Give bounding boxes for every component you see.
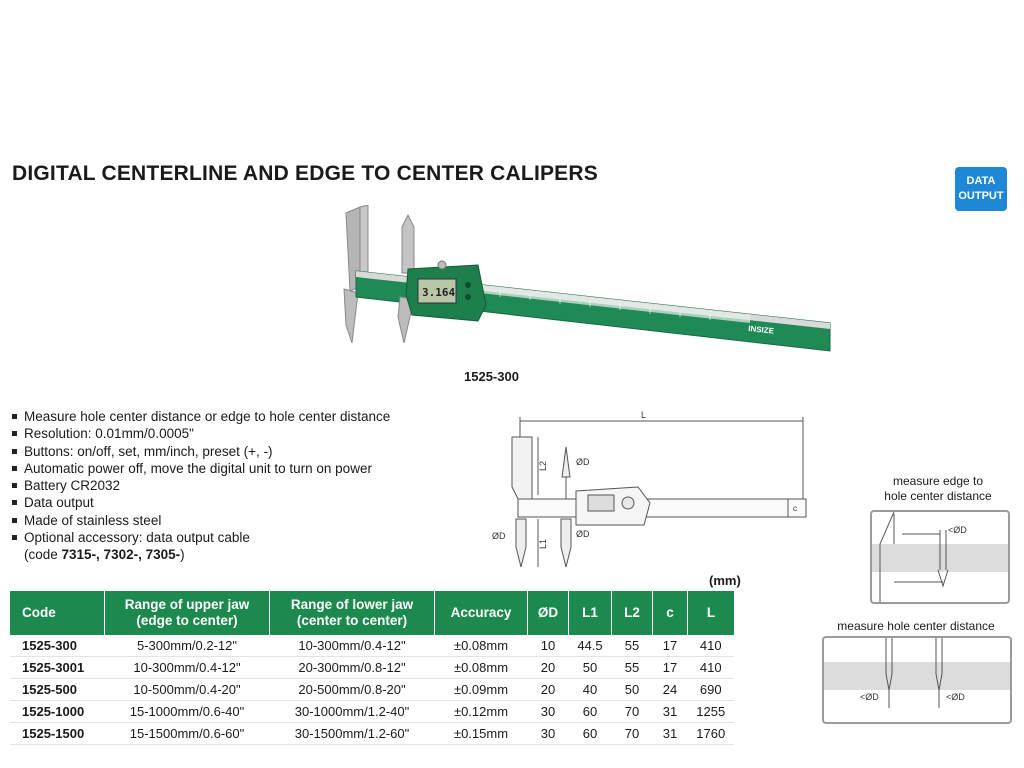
page-title: DIGITAL CENTERLINE AND EDGE TO CENTER CALIPERS <box>12 162 598 185</box>
cell-c: 17 <box>653 635 688 657</box>
cell-l: 1255 <box>688 701 735 723</box>
badge-line-1: DATA <box>966 175 996 187</box>
cell-accuracy: ±0.09mm <box>435 679 528 701</box>
cell-l: 410 <box>688 635 735 657</box>
brand-logo-text: INSIZE <box>747 324 775 336</box>
header-d: ØD <box>528 591 569 635</box>
cell-l1: 60 <box>569 701 612 723</box>
table-row <box>10 701 734 723</box>
label-L2: L2 <box>538 460 548 471</box>
codes-suffix: ) <box>180 547 185 563</box>
lcd-reading: 3.164 <box>422 286 456 299</box>
table-header-row <box>10 591 734 635</box>
cell-accuracy: ±0.15mm <box>435 723 528 745</box>
cell-upper: 5-300mm/0.2-12" <box>105 635 270 657</box>
spec-table <box>10 591 734 745</box>
dimension-diagram <box>488 407 818 582</box>
header-code: Code <box>10 591 105 635</box>
cell-l1: 44.5 <box>569 635 612 657</box>
cell-code: 1525-3001 <box>10 657 105 679</box>
edge-measure-drawing <box>872 512 1008 602</box>
feature-list <box>10 408 390 564</box>
cell-l2: 70 <box>612 723 653 745</box>
feature-item: Resolution: 0.01mm/0.0005" <box>10 425 390 442</box>
cell-d: 20 <box>528 657 569 679</box>
edge-caption-line-2: hole center distance <box>884 489 992 503</box>
cell-c: 17 <box>653 657 688 679</box>
hole-measure-panel <box>822 636 1012 724</box>
cell-l1: 60 <box>569 723 612 745</box>
edge-measure-panel <box>870 510 1010 604</box>
feature-item: Battery CR2032 <box>10 477 390 494</box>
header-upper-range <box>105 591 270 635</box>
edge-panel-label: <ØD <box>948 525 967 535</box>
cell-lower: 20-500mm/0.8-20" <box>270 679 435 701</box>
cell-l1: 40 <box>569 679 612 701</box>
cell-c: 31 <box>653 701 688 723</box>
header-l: L <box>688 591 735 635</box>
cell-l2: 70 <box>612 701 653 723</box>
hole-measure-drawing <box>824 638 1010 722</box>
label-c: c <box>793 504 797 513</box>
cell-accuracy: ±0.08mm <box>435 657 528 679</box>
cell-code: 1525-1000 <box>10 701 105 723</box>
label-L: L <box>641 410 647 420</box>
table-row <box>10 657 734 679</box>
table-row <box>10 679 734 701</box>
hole-label-left: <ØD <box>860 692 879 702</box>
cell-c: 31 <box>653 723 688 745</box>
cell-d: 20 <box>528 679 569 701</box>
cell-upper: 10-300mm/0.4-12" <box>105 657 270 679</box>
header-upper-line-1: Range of upper jaw <box>124 597 250 612</box>
cell-code: 1525-300 <box>10 635 105 657</box>
cell-c: 24 <box>653 679 688 701</box>
cell-d: 30 <box>528 701 569 723</box>
table-row <box>10 635 734 657</box>
cell-upper: 10-500mm/0.4-20" <box>105 679 270 701</box>
codes-values: 7315-, 7302-, 7305- <box>61 547 181 563</box>
table-row <box>10 723 734 745</box>
cell-code: 1525-1500 <box>10 723 105 745</box>
hole-label-right: <ØD <box>946 692 965 702</box>
edge-panel-caption <box>868 474 1008 504</box>
feature-item: Made of stainless steel <box>10 512 390 529</box>
cell-l2: 55 <box>612 657 653 679</box>
cell-lower: 10-300mm/0.4-12" <box>270 635 435 657</box>
cell-l: 690 <box>688 679 735 701</box>
feature-item: Automatic power off, move the digital unit to turn on power <box>10 460 390 477</box>
label-d-top: ØD <box>576 457 590 467</box>
cell-l: 410 <box>688 657 735 679</box>
model-caption: 1525-300 <box>464 369 519 384</box>
feature-item: Buttons: on/off, set, mm/inch, preset (+, -) <box>10 443 390 460</box>
data-output-badge <box>955 167 1007 211</box>
codes-prefix: (code <box>24 547 62 563</box>
header-l1: L1 <box>569 591 612 635</box>
label-L1: L1 <box>538 538 548 549</box>
cell-l2: 55 <box>612 635 653 657</box>
cell-d: 10 <box>528 635 569 657</box>
header-lower-range <box>270 591 435 635</box>
cell-upper: 15-1000mm/0.6-40" <box>105 701 270 723</box>
cell-l: 1760 <box>688 723 735 745</box>
cell-accuracy: ±0.08mm <box>435 635 528 657</box>
header-l2: L2 <box>612 591 653 635</box>
cell-accuracy: ±0.12mm <box>435 701 528 723</box>
cell-d: 30 <box>528 723 569 745</box>
feature-item: Data output <box>10 494 390 511</box>
header-accuracy: Accuracy <box>435 591 528 635</box>
table-unit: (mm) <box>709 573 741 588</box>
cell-l2: 50 <box>612 679 653 701</box>
edge-caption-line-1: measure edge to <box>892 474 984 488</box>
cell-lower: 30-1500mm/1.2-60" <box>270 723 435 745</box>
cell-code: 1525-500 <box>10 679 105 701</box>
header-c: c <box>653 591 688 635</box>
header-lower-line-1: Range of lower jaw <box>290 597 414 612</box>
feature-item: Optional accessory: data output cable <box>10 529 390 546</box>
caliper-product-image <box>330 205 840 355</box>
cell-upper: 15-1500mm/0.6-60" <box>105 723 270 745</box>
badge-line-2: OUTPUT <box>958 190 1004 202</box>
cell-l1: 50 <box>569 657 612 679</box>
cell-lower: 30-1000mm/1.2-40" <box>270 701 435 723</box>
header-upper-line-2: (edge to center) <box>136 613 238 628</box>
accessory-codes <box>10 546 390 563</box>
cell-lower: 20-300mm/0.8-12" <box>270 657 435 679</box>
feature-item: Measure hole center distance or edge to hole center distance <box>10 408 390 425</box>
hole-panel-caption: measure hole center distance <box>837 619 995 633</box>
label-d-left: ØD <box>492 531 506 541</box>
label-d-mid: ØD <box>576 529 590 539</box>
header-lower-line-2: (center to center) <box>296 613 408 628</box>
